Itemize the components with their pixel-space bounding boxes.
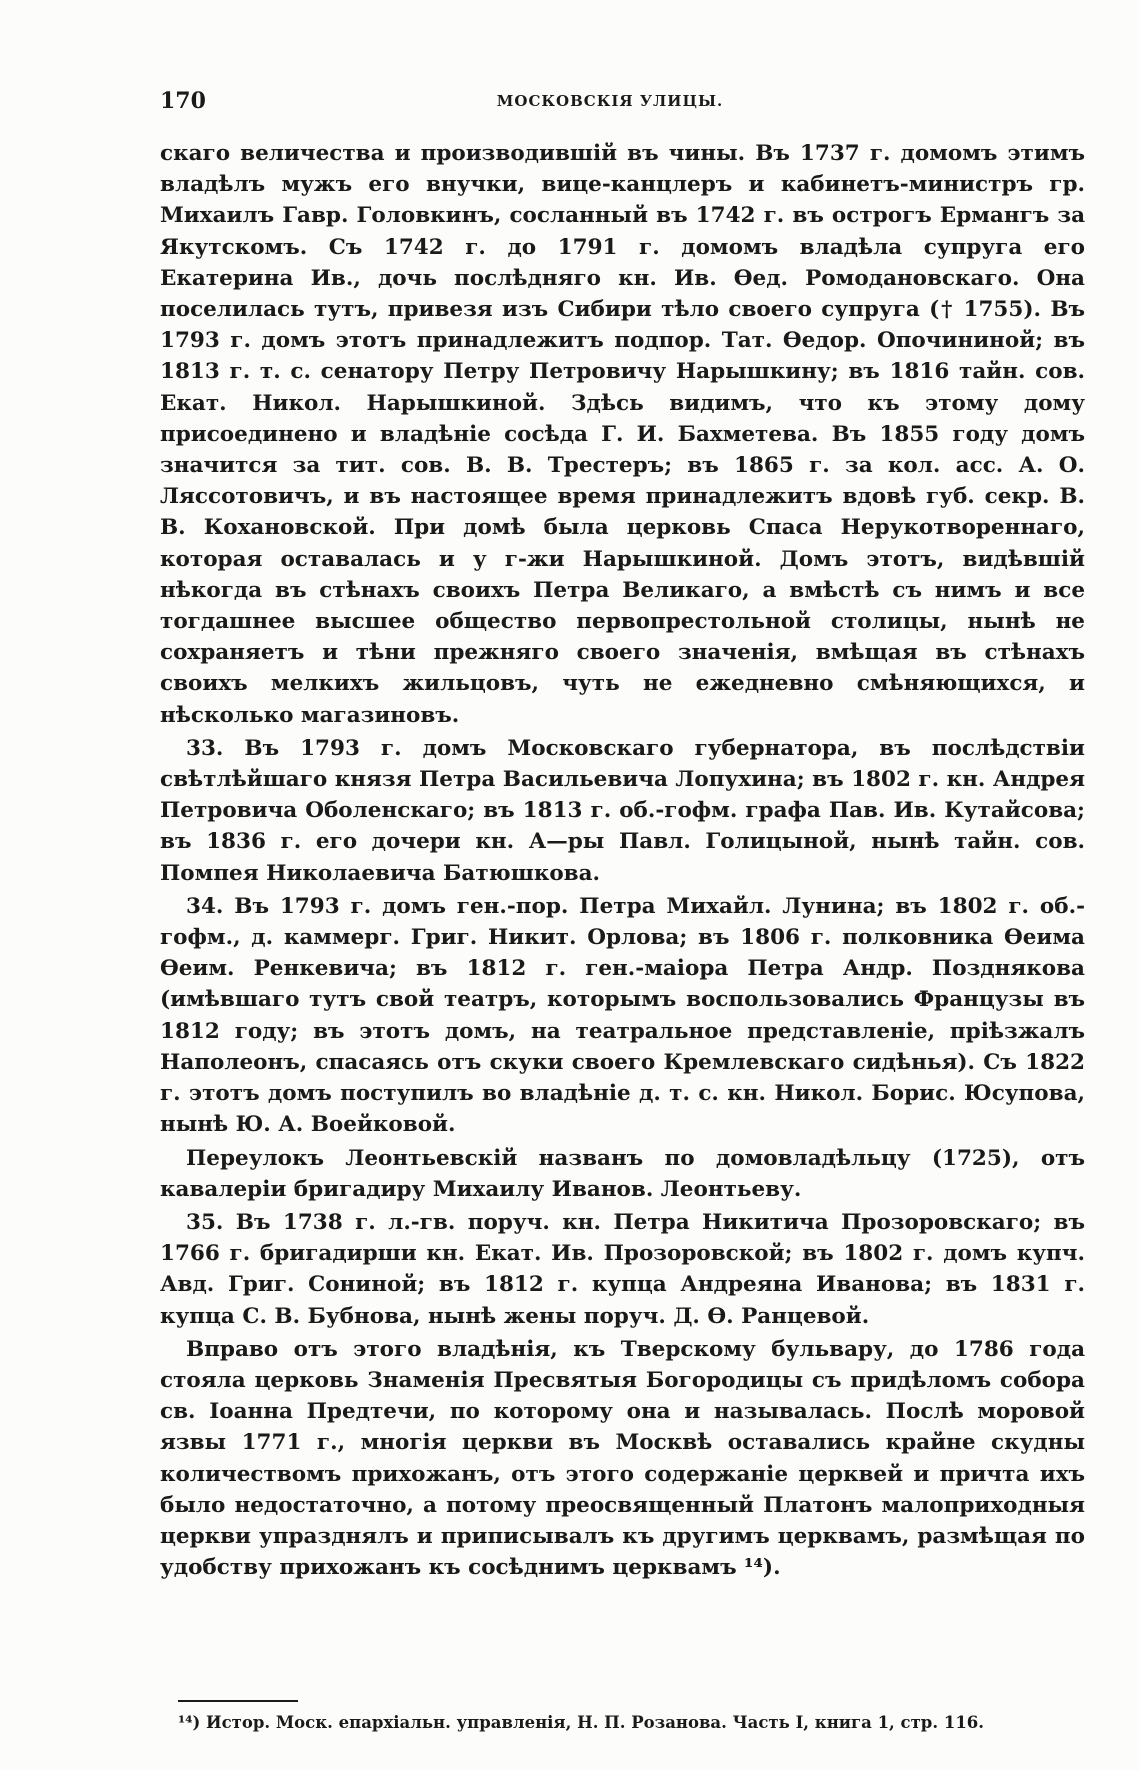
paragraph: Переулокъ Леонтьевскій названъ по домовладѣльцу (1725), отъ кавалеріи бригадиру Михаилу Иванов. Леонтьеву. — [160, 1145, 1085, 1202]
body-text — [160, 138, 1085, 1585]
page-number: 170 — [160, 88, 206, 114]
page-header — [160, 88, 1060, 118]
paragraph: 35. Въ 1738 г. л.-гв. поруч. кн. Петра Никитича Прозоровскаго; въ 1766 г. бригадирши кн. Екат. Ив. Прозоровской; въ 1802 г. домъ купч. Авд. Григ. Сониной; въ 1812 г. купца Андреяна Иванова; въ 1831 г. купца С. В. Бубнова, нынѣ жены поруч. Д. Ѳ. Ранцевой. — [160, 1209, 1085, 1329]
footnote-divider — [178, 1700, 298, 1702]
paragraph: 33. Въ 1793 г. домъ Московскаго губернатора, въ послѣдствіи свѣтлѣйшаго князя Петра Васильевича Лопухина; въ 1802 г. кн. Андрея Петровича Оболенскаго; въ 1813 г. об.-гофм. графа Пав. Ив. Кутайсова; въ 1836 г. его дочери кн. А—ры Павл. Голицыной, нынѣ тайн. сов. Помпея Николаевича Батюшкова. — [160, 735, 1085, 886]
paragraph: Вправо отъ этого владѣнія, къ Тверскому бульвару, до 1786 года стояла церковь Знаменія Пресвятыя Богородицы съ придѣломъ собора св. Іоанна Предтечи, по которому она и называлась. Послѣ моровой язвы 1771 г., многія церкви въ Москвѣ оставались крайне скудны количествомъ прихожанъ, отъ этого содержаніе церквей и причта ихъ было недостаточно, а потому преосвященный Платонъ малоприходныя церкви упразднялъ и приписывалъ къ другимъ церквамъ, размѣщая по удобству прихожанъ къ сосѣднимъ церквамъ ¹⁴). — [160, 1336, 1085, 1581]
paragraph: скаго величества и производившій въ чины. Въ 1737 г. домомъ этимъ владѣлъ мужъ его внучки, вице-канцлеръ и кабинетъ-министръ гр. Михаилъ Гавр. Головкинъ, сосланный въ 1742 г. въ острогъ Ермангъ за Якутскомъ. Съ 1742 г. до 1791 г. домомъ владѣла супруга его Екатерина Ив., дочь послѣдняго кн. Ив. Ѳед. Ромодановскаго. Она поселилась тутъ, привезя изъ Сибири тѣло своего супруга († 1755). Въ 1793 г. домъ этотъ принадлежитъ подпор. Тат. Ѳедор. Опочининой; въ 1813 г. т. с. сенатору Петру Петровичу Нарышкину; въ 1816 тайн. сов. Екат. Никол. Нарышкиной. Здѣсь видимъ, что къ этому дому присоединено и владѣніе сосѣда Г. И. Бахметева. Въ 1855 году домъ значится за тит. сов. В. В. Трестеръ; въ 1865 г. за кол. асс. А. О. Лясcотовичъ, и въ настоящее время принадлежитъ вдовѣ губ. секр. В. В. Кохановской. При домѣ была церковь Спаса Нерукотвореннаго, которая оставалась и у г-жи Нарышкиной. Домъ этотъ, видѣвшій нѣкогда въ стѣнахъ своихъ Петра Великаго, а вмѣстѣ съ нимъ и все тогдашнее высшее общество первопрестольной столицы, нынѣ не сохраняетъ и тѣни прежняго своего значенія, вмѣщая въ стѣнахъ своихъ мелкихъ жильцовъ, чуть не ежедневно смѣняющихся, и нѣсколько магазиновъ. — [160, 141, 1085, 728]
footnote: ¹⁴) Истор. Моск. епархіальн. управленія, Н. П. Розанова. Часть I, книга 1, стр. 116. — [178, 1713, 985, 1732]
paragraph: 34. Въ 1793 г. домъ ген.-пор. Петра Михайл. Лунина; въ 1802 г. об.-гофм., д. каммерг. Григ. Никит. Орлова; въ 1806 г. полковника Ѳеима Ѳеим. Ренкевича; въ 1812 г. ген.-маіора Петра Андр. Позднякова (имѣвшаго тутъ свой театръ, которымъ воспользовались Французы въ 1812 году; въ этотъ домъ, на театральное представленіе, пріѣзжалъ Наполеонъ, спасаясь отъ скуки своего Кремлевскаго сидѣнья). Съ 1822 г. этотъ домъ поступилъ во владѣніе д. т. с. кн. Никол. Борис. Юсупова, нынѣ Ю. А. Воейковой. — [160, 893, 1085, 1138]
running-title: МОСКОВСКІЯ УЛИЦЫ. — [496, 92, 724, 110]
